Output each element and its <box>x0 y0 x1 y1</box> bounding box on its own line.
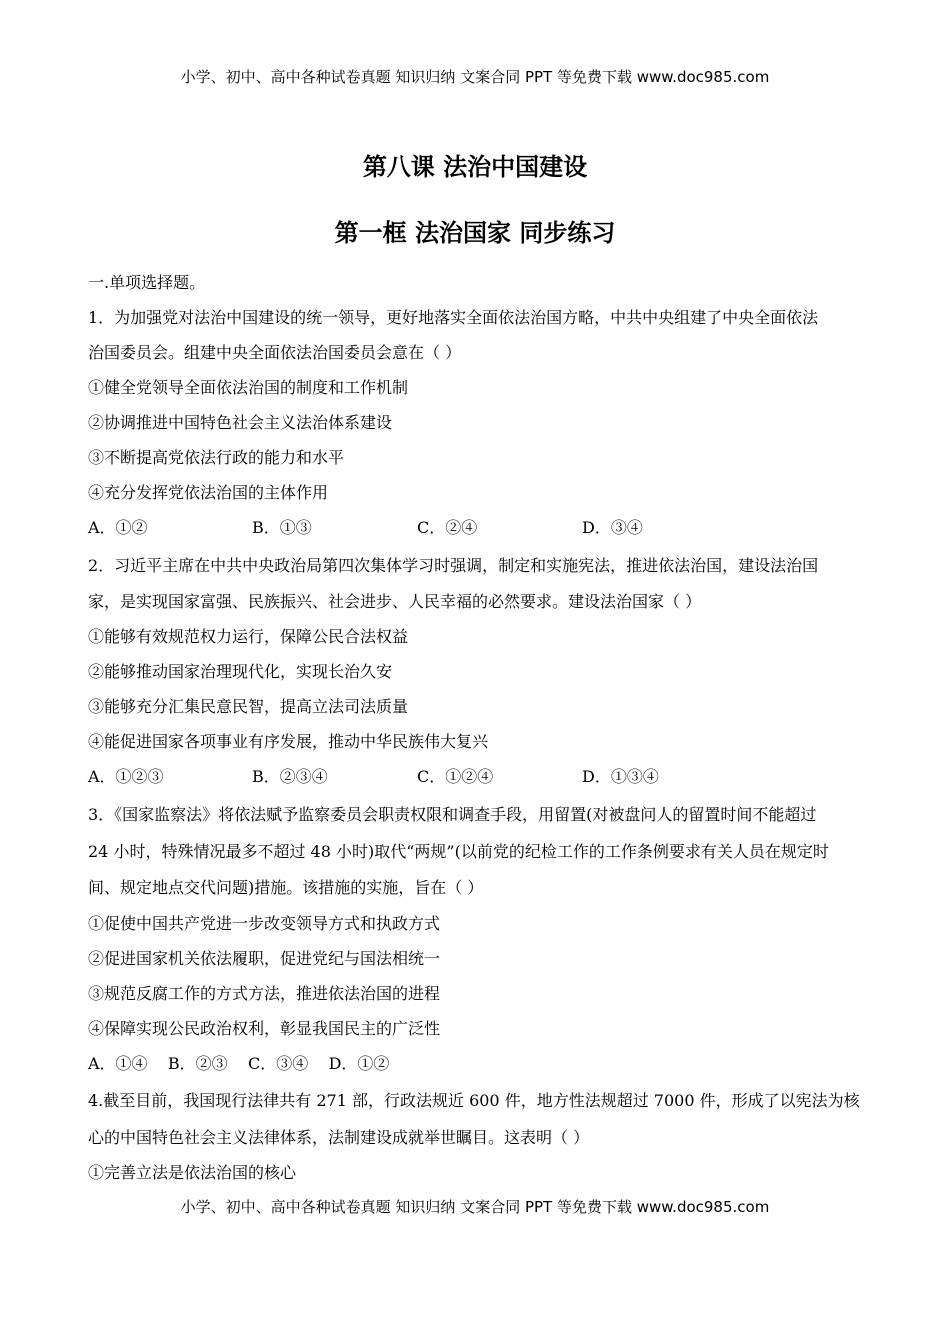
q1-option-d: D．③④ <box>582 518 643 537</box>
q1-stem-line: 1．为加强党对法治中国建设的统一领导，更好地落实全面依法治国方略，中共中央组建了中央全面依法 <box>88 308 819 327</box>
q2-stem-line: 家，是实现国家富强、民族振兴、社会进步、人民幸福的必然要求。建设法治国家（ ） <box>88 592 702 611</box>
q4-item: ①完善立法是依法治国的核心 <box>88 1163 297 1182</box>
q3-item: ④保障实现公民政治权利，彰显我国民主的广泛性 <box>88 1019 441 1038</box>
q1-item: ③不断提高党依法行政的能力和水平 <box>88 448 345 467</box>
q1-item: ②协调推进中国特色社会主义法治体系建设 <box>88 413 393 432</box>
q3-stem-line: 24 小时，特殊情况最多不超过 48 小时)取代“两规”(以前党的纪检工作的工作条例要求有关人员在规定时 <box>88 842 829 861</box>
q2-item: ①能够有效规范权力运行，保障公民合法权益 <box>88 627 409 646</box>
q2-item: ④能促进国家各项事业有序发展，推动中华民族伟大复兴 <box>88 732 489 751</box>
q2-option-c: C．①②④ <box>417 767 494 786</box>
page-header: 小学、初中、高中各种试卷真题 知识归纳 文案合同 PPT 等免费下载 www.doc985.com <box>180 68 770 86</box>
q2-stem-line: 2．习近平主席在中共中央政治局第四次集体学习时强调，制定和实施宪法，推进依法治国，建设法治国 <box>88 556 819 575</box>
q1-item: ④充分发挥党依法治国的主体作用 <box>88 483 329 502</box>
q2-option-a: A．①②③ <box>88 767 164 786</box>
q2-option-b: B．②③④ <box>252 767 328 786</box>
q4-stem-line: 心的中国特色社会主义法律体系，法制建设成就举世瞩目。这表明（ ） <box>88 1128 590 1147</box>
lesson-title: 第八课 法治中国建设 <box>362 153 588 181</box>
q1-option-b: B．①③ <box>252 518 312 537</box>
q1-option-a: A．①② <box>88 518 148 537</box>
q1-item: ①健全党领导全面依法治国的制度和工作机制 <box>88 378 409 397</box>
section-heading: 一.单项选择题。 <box>88 273 206 292</box>
lesson-subtitle: 第一框 法治国家 同步练习 <box>334 219 616 247</box>
q3-item: ②促进国家机关依法履职，促进党纪与国法相统一 <box>88 949 441 968</box>
q2-item: ③能够充分汇集民意民智，提高立法司法质量 <box>88 697 409 716</box>
q3-item: ①促使中国共产党进一步改变领导方式和执政方式 <box>88 914 441 933</box>
q3-item: ③规范反腐工作的方式方法，推进依法治国的进程 <box>88 984 441 1003</box>
q3-options: A．①④ B．②③ C．③④ D．①② <box>88 1054 390 1073</box>
page-footer: 小学、初中、高中各种试卷真题 知识归纳 文案合同 PPT 等免费下载 www.doc985.com <box>180 1198 770 1216</box>
q2-item: ②能够推动国家治理现代化，实现长治久安 <box>88 662 393 681</box>
q2-option-d: D．①③④ <box>582 767 659 786</box>
q4-stem-line: 4.截至目前，我国现行法律共有 271 部，行政法规近 600 件，地方性法规超过 7000 件，形成了以宪法为核 <box>88 1091 860 1110</box>
q1-stem-line: 治国委员会。组建中央全面依法治国委员会意在（ ） <box>88 343 462 362</box>
q1-option-c: C．②④ <box>417 518 478 537</box>
q3-stem-line: 间、规定地点交代问题)措施。该措施的实施，旨在（ ） <box>88 878 484 897</box>
q3-stem-line: 3．《国家监察法》将依法赋予监察委员会职责权限和调查手段，用留置(对被盘问人的留置时间不能超过 <box>88 805 817 824</box>
